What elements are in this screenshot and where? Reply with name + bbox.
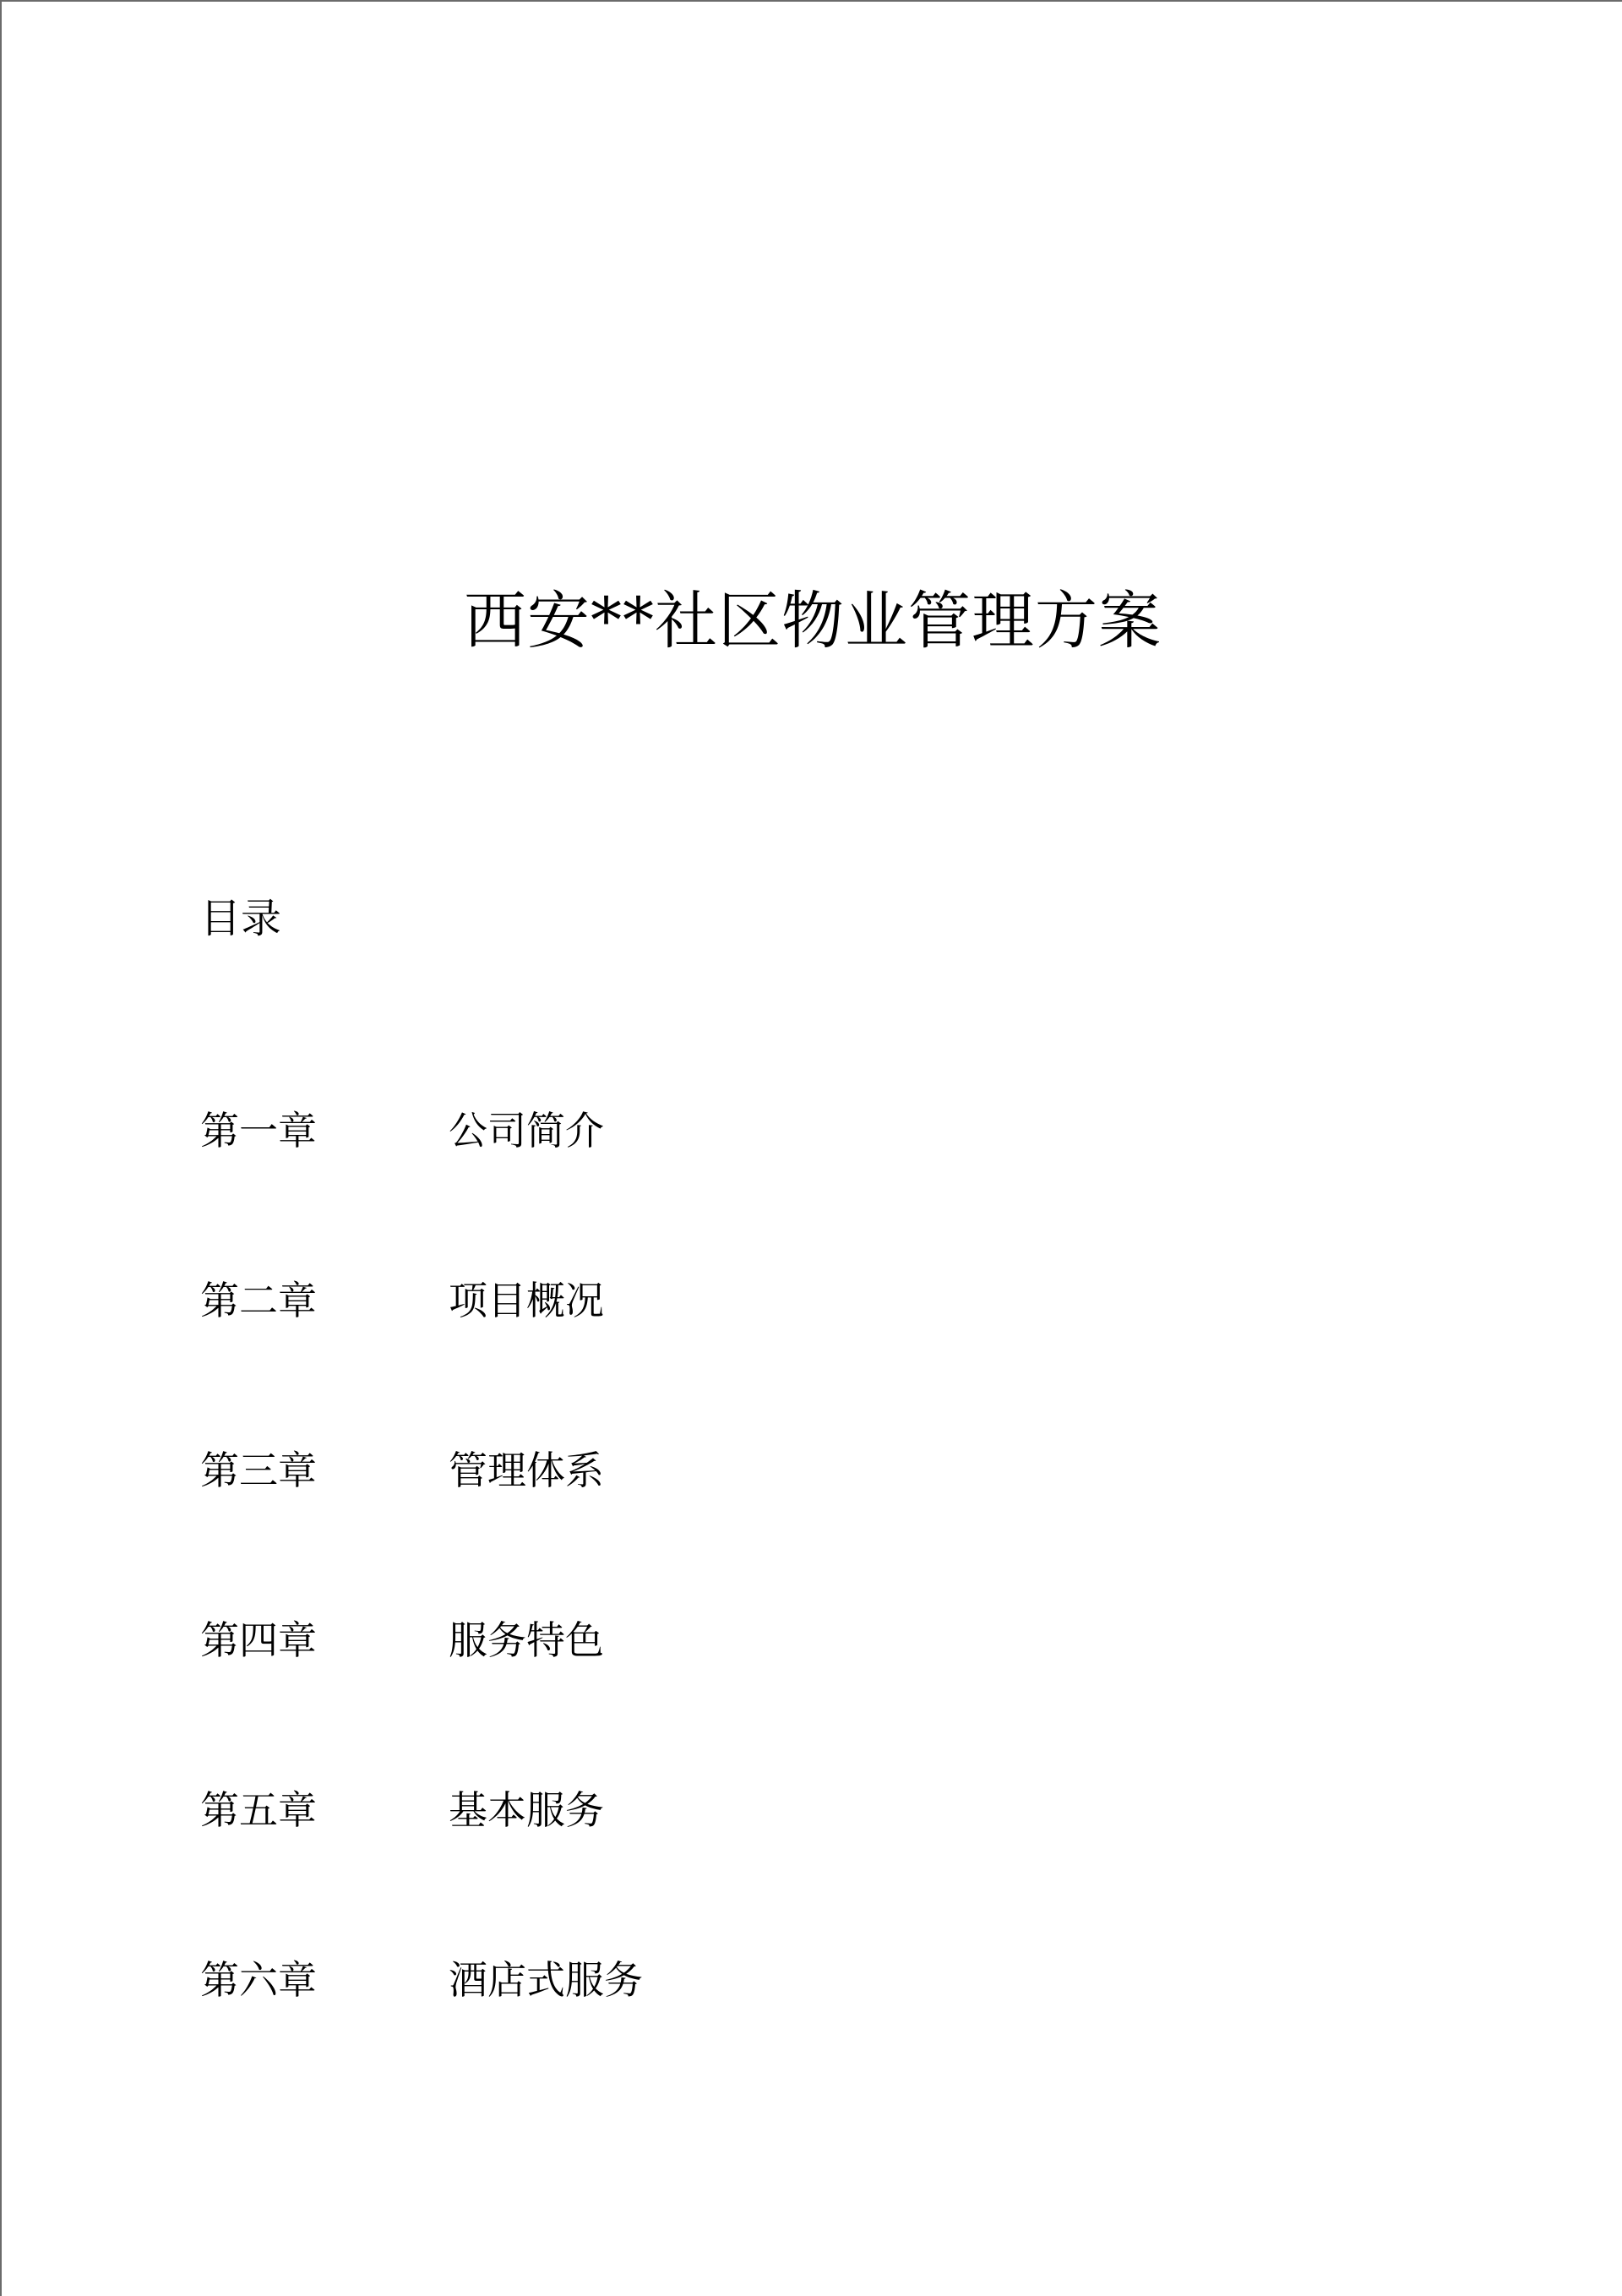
toc-chapter-title: 公司简介: [449, 1108, 604, 1153]
toc-chapter-label: 第三章: [200, 1448, 317, 1493]
toc-chapter-label: 第一章: [200, 1108, 317, 1153]
document-title: 西安**社区物业管理方案: [464, 585, 1162, 657]
toc-chapter-title: 服务特色: [449, 1617, 604, 1663]
toc-chapter-label: 第六章: [200, 1957, 317, 2003]
toc-chapter-label: 第四章: [200, 1617, 317, 1663]
toc-chapter-title: 项目概况: [449, 1278, 604, 1323]
toc-chapter-title: 管理体系: [449, 1448, 604, 1493]
toc-chapter-label: 第二章: [200, 1278, 317, 1323]
toc-chapter-title: 基本服务: [449, 1787, 604, 1833]
toc-chapter-label: 第五章: [200, 1787, 317, 1833]
toc-heading: 目录: [200, 895, 282, 942]
toc-chapter-title: 酒店式服务: [449, 1957, 643, 2003]
